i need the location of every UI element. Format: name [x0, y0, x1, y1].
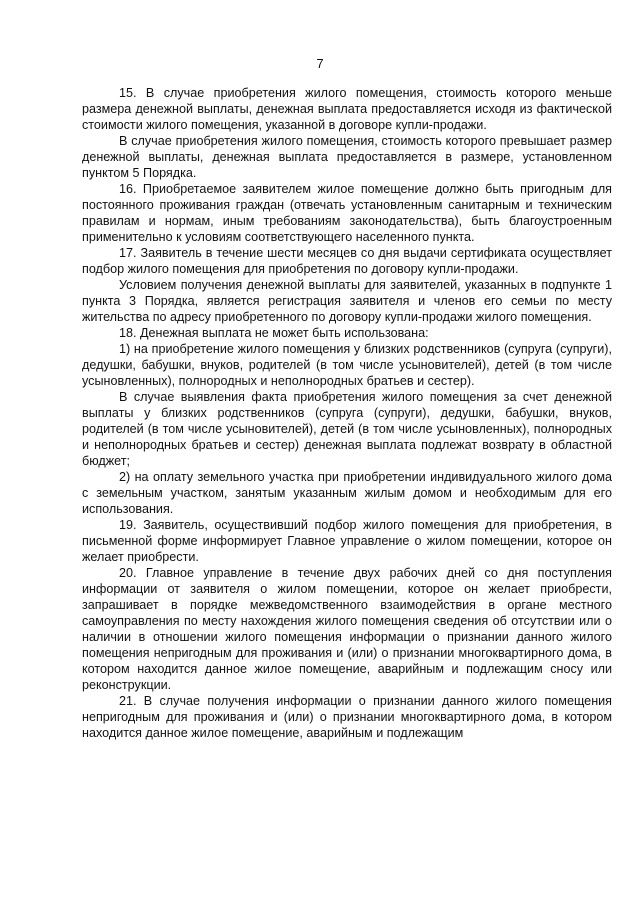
paragraph-18-item-2: 2) на оплату земельного участка при приобретении индивидуального жилого дома с земельным участком, занятым указанным жилым домом и необходимым для его использования. — [82, 470, 612, 516]
paragraph-17-condition: Условием получения денежной выплаты для заявителей, указанных в подпункте 1 пункта 3 Порядка, является регистрация заявителя и членов его семьи по месту жительства по адресу приобретенного по договору купли-продажи жилого помещения. — [82, 278, 612, 324]
paragraph-18-item-1: 1) на приобретение жилого помещения у близких родственников (супруга (супруги), дедушки, бабушки, внуков, родителей (в том числе усыновителей), детей (в том числе усыновленных), полнородных и неполнородных братьев и сестер). — [82, 342, 612, 388]
paragraph-20: 20. Главное управление в течение двух рабочих дней со дня поступления информации от заявителя о жилом помещении, которое он желает приобрести, запрашивает в порядке межведомственного взаимодействия в органе местного самоуправления по месту нахождения жилого помещения сведения об отсутствии или о наличии в отношении жилого помещения информации о признании данного жилого помещения непригодным для проживания и (или) о признании многоквартирного дома, в котором находится данное жилое помещение, аварийным и подлежащим сносу или реконструкции. — [82, 566, 612, 692]
paragraph-19: 19. Заявитель, осуществивший подбор жилого помещения для приобретения, в письменной форме информирует Главное управление о жилом помещении, которое он желает приобрести. — [82, 518, 612, 564]
document-body — [82, 85, 612, 741]
page-number: 7 — [316, 56, 324, 71]
paragraph-21: 21. В случае получения информации о признании данного жилого помещения непригодным для проживания и (или) о признании многоквартирного дома, в котором находится данное жилое помещение, аварийным и подлежащим — [82, 694, 612, 740]
paragraph-18: 18. Денежная выплата не может быть использована: — [119, 326, 429, 340]
paragraph-15-continued: В случае приобретения жилого помещения, стоимость которого превышает размер денежной выплаты, денежная выплата предоставляется в размере, установленном пунктом 5 Порядка. — [82, 134, 612, 180]
paragraph-15: 15. В случае приобретения жилого помещения, стоимость которого меньше размера денежной выплаты, денежная выплата предоставляется исходя из фактической стоимости жилого помещения, указанной в договоре купли-продажи. — [82, 86, 612, 132]
paragraph-16: 16. Приобретаемое заявителем жилое помещение должно быть пригодным для постоянного проживания граждан (отвечать установленным санитарным и техническим правилам и нормам, иным требованиям законодательства), быть благоустроенным применительно к условиям соответствующего населенного пункта. — [82, 182, 612, 244]
paragraph-18-item-1-note: В случае выявления факта приобретения жилого помещения за счет денежной выплаты у близких родственников (супруга (супруги), дедушки, бабушки, внуков, родителей (в том числе усыновителей), детей (в том числе усыновленных), полнородных и неполнородных братьев и сестер) денежная выплата подлежат возврату в областной бюджет; — [82, 390, 612, 468]
paragraph-17: 17. Заявитель в течение шести месяцев со дня выдачи сертификата осуществляет подбор жилого помещения для приобретения по договору купли-продажи. — [82, 246, 612, 276]
